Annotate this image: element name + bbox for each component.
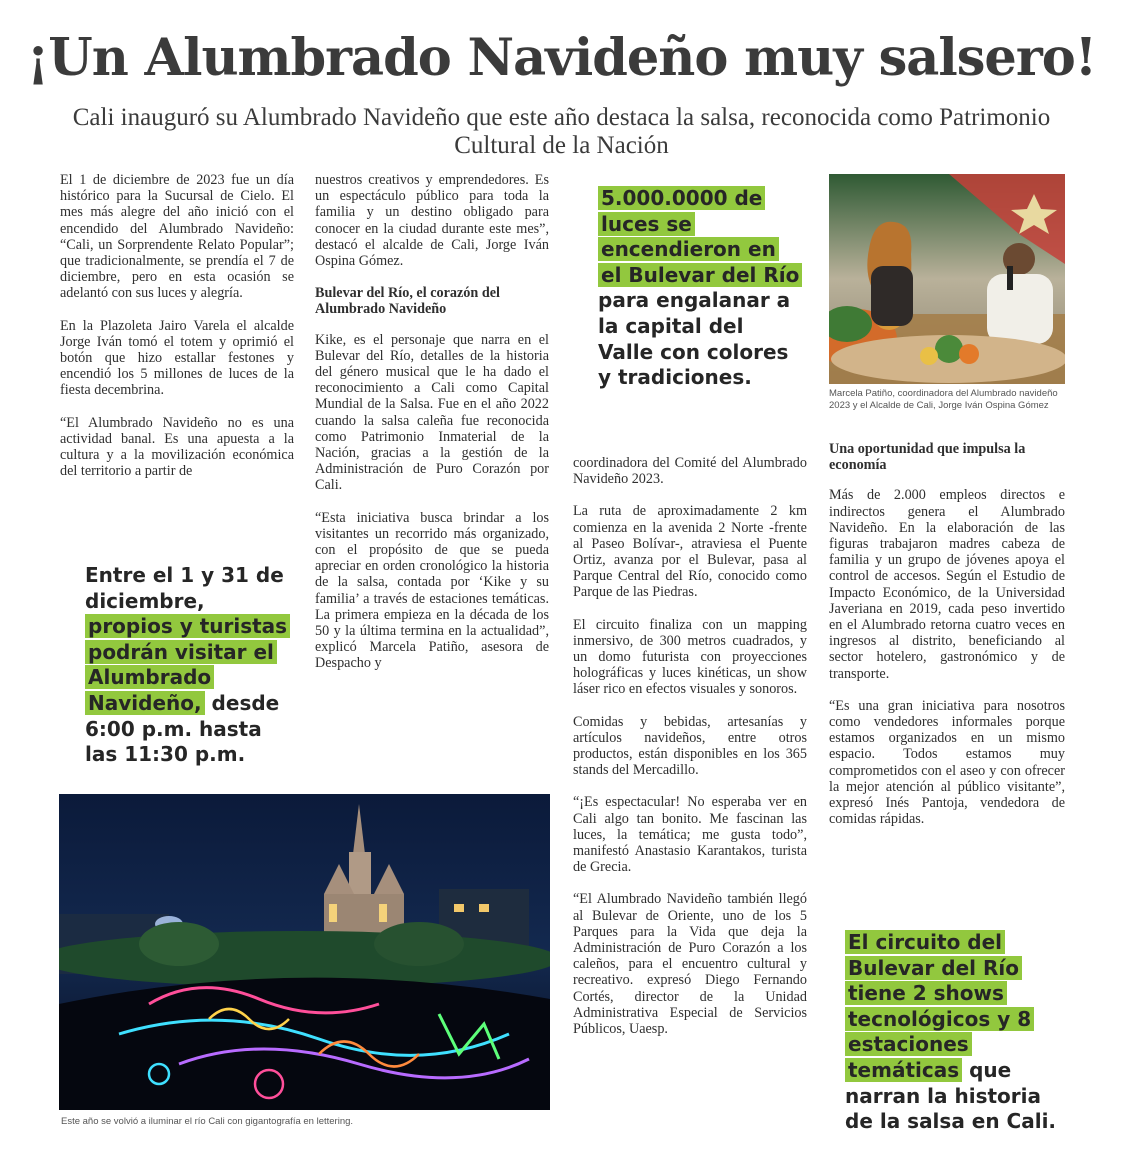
col1-paragraph-2: En la Plazoleta Jairo Varela el alcalde Jorge Iván tomó el totem y oprimió el botón que hizo estallar festones y encendió los 5 millones de luces de la fiesta decembrina. (60, 317, 294, 399)
col1-paragraph-1: El 1 de diciembre de 2023 fue un día histórico para la Sucursal de Cielo. El mes más alegre del año inició con el encendido del Alumbrado Navideño: “Cali, un Sorprendente Relato Popular”; que tradicionalmente, se prendía el 7 de diciembre, pero en esta ocasión se adelantó con sus luces y alegría. (60, 172, 294, 302)
col4-paragraph-1: Más de 2.000 empleos directos e indirectos genera el Alumbrado Navideño. En la elaboración de las figuras trabajaron madres cabeza de familia y un grupo de jóvenes apoya el control de accesos. Según el Estudio de Impacto Económico, de la Universidad Javeriana en 2019, cada peso invertido en el Alumbrado retorna cuatro veces en ingresos al distrito, beneficiando al sector hotelero, gastronómico y de transporte. (829, 487, 1065, 682)
pull-quote-3 (845, 930, 1070, 1135)
col2-paragraph-1: nuestros creativos y emprendedores. Es un espectáculo público para toda la familia y un destino obligado para conocer en la ciudad durante este mes”, destacó el alcalde de Cali, Jorge Iván Ospina Gómez. (315, 172, 549, 270)
col3-paragraph-6: “El Alumbrado Navideño también llegó al Bulevar de Oriente, uno de los 5 Parques para la Vida que deja la Administración de Puro Corazón a los caleños, para el encuentro cultural y recreativo. expresó Diego Fernando Cortés, director de la Unidad Administrativa Especial de Servicios Públicos, Uaesp. (573, 891, 807, 1038)
officials-photo-illustration (829, 174, 1065, 384)
pull-quote-1-plain-start: Entre el 1 y 31 de diciembre, (85, 563, 284, 613)
photo-officials-stage (829, 174, 1065, 384)
pull-quote-1 (85, 563, 295, 768)
subheadline: Cali inauguró su Alumbrado Navideño que este año destaca la salsa, reconocida como Patrimonio Cultural de la Nación (72, 104, 1051, 159)
col2-subheading: Bulevar del Río, el corazón del Alumbrado Navideño (315, 285, 500, 318)
col3-paragraph-3: El circuito finaliza con un mapping inmersivo, de 300 metros cuadrados, y un domo futurista con proyecciones holográficas y luces kinéticas, un show láser rico en efectos visuales y sonoros. (573, 616, 807, 698)
col2-paragraph-3: “Esta iniciativa busca brindar a los visitantes un recorrido más organizado, con el propósito de que se pueda apreciar en orden cronológico la historia de la salsa, contada por ‘Kike y su familia’ a través de estaciones temáticas. La primera empieza en la década de los 50 y la última termina en la actualidad”, explicó Marcela Patiño, asesora de Despacho y (315, 509, 549, 672)
col2-paragraph-2: Kike, es el personaje que narra en el Bulevar del Río, detalles de la historia del género musical que le ha dado el reconocimiento a Cali como Capital Mundial de la Salsa. Fue en el año 2022 cuando la salsa caleña fue reconocida como Patrimonio Inmaterial de la Nación, gracias a la gestión de la Administración de Puro Corazón por Cali. (315, 331, 549, 494)
pull-quote-3-highlight: El circuito del Bulevar del Río tiene 2 shows tecnológicos y 8 estaciones temáticas (845, 930, 1034, 1082)
pull-quote-3-plain: que narran la historia de la salsa en Cali. (845, 1057, 1057, 1134)
pull-quote-1-plain-end: desde 6:00 p.m. hasta las 11:30 p.m. (85, 690, 280, 767)
column-2 (315, 172, 549, 688)
pull-quote-2-plain: para engalanar a la capital del Valle con colores y tradiciones. (598, 288, 791, 390)
column-4 (829, 441, 1065, 843)
column-3 (573, 455, 807, 1053)
column-1 (60, 172, 294, 495)
col4-subheading: Una oportunidad que impulsa la economía (829, 441, 1026, 474)
col3-paragraph-2: La ruta de aproximadamente 2 km comienza en la avenida 2 Norte -frente al Paseo Bolívar-, atraviesa el Puente Ortiz, avanza por el Bulevar, pasa al Parque Central del Río, conocido como Parque de las Piedras. (573, 503, 807, 601)
col4-paragraph-2: “Es una gran iniciativa para nosotros como vendedores informales porque estamos organizados en un mismo espacio. Todos estamos muy comprometidos con el aseo y con ofrecer la mejor atención al público visitante”, expresó Inés Pantoja, vendedora de comidas rápidas. (829, 697, 1065, 828)
headline: ¡Un Alumbrado Navideño muy salsero! (26, 28, 1097, 88)
pull-quote-1-highlight: propios y turistas podrán visitar el Alumbrado Navideño, (85, 614, 290, 715)
col3-paragraph-4: Comidas y bebidas, artesanías y artículos navideños, entre otros productos, están disponibles en los 365 stands del Mercadillo. (573, 713, 807, 779)
river-lights-illustration (59, 794, 550, 1110)
col1-paragraph-3: “El Alumbrado Navideño no es una actividad banal. Es una apuesta a la cultura y a la movilización económica del territorio a partir de (60, 414, 294, 480)
photo-river-lights (59, 794, 550, 1110)
photo-caption-bottom: Este año se volvió a iluminar el río Cali con gigantografía en lettering. (61, 1116, 354, 1127)
pull-quote-2-highlight: 5.000.0000 de luces se encendieron en el Bulevar del Río (598, 186, 802, 287)
col3-paragraph-5: “¡Es espectacular! No esperaba ver en Cali algo tan bonito. Me fascinan las luces, la temática; me gusta todo”, manifestó Anastasio Karantakos, turista de Grecia. (573, 794, 807, 876)
col3-paragraph-1: coordinadora del Comité del Alumbrado Navideño 2023. (573, 455, 807, 488)
photo-caption-top: Marcela Patiño, coordinadora del Alumbrado navideño 2023 y el Alcalde de Cali, Jorge Iván Ospina Gómez (829, 388, 1058, 411)
pull-quote-2 (598, 186, 803, 391)
